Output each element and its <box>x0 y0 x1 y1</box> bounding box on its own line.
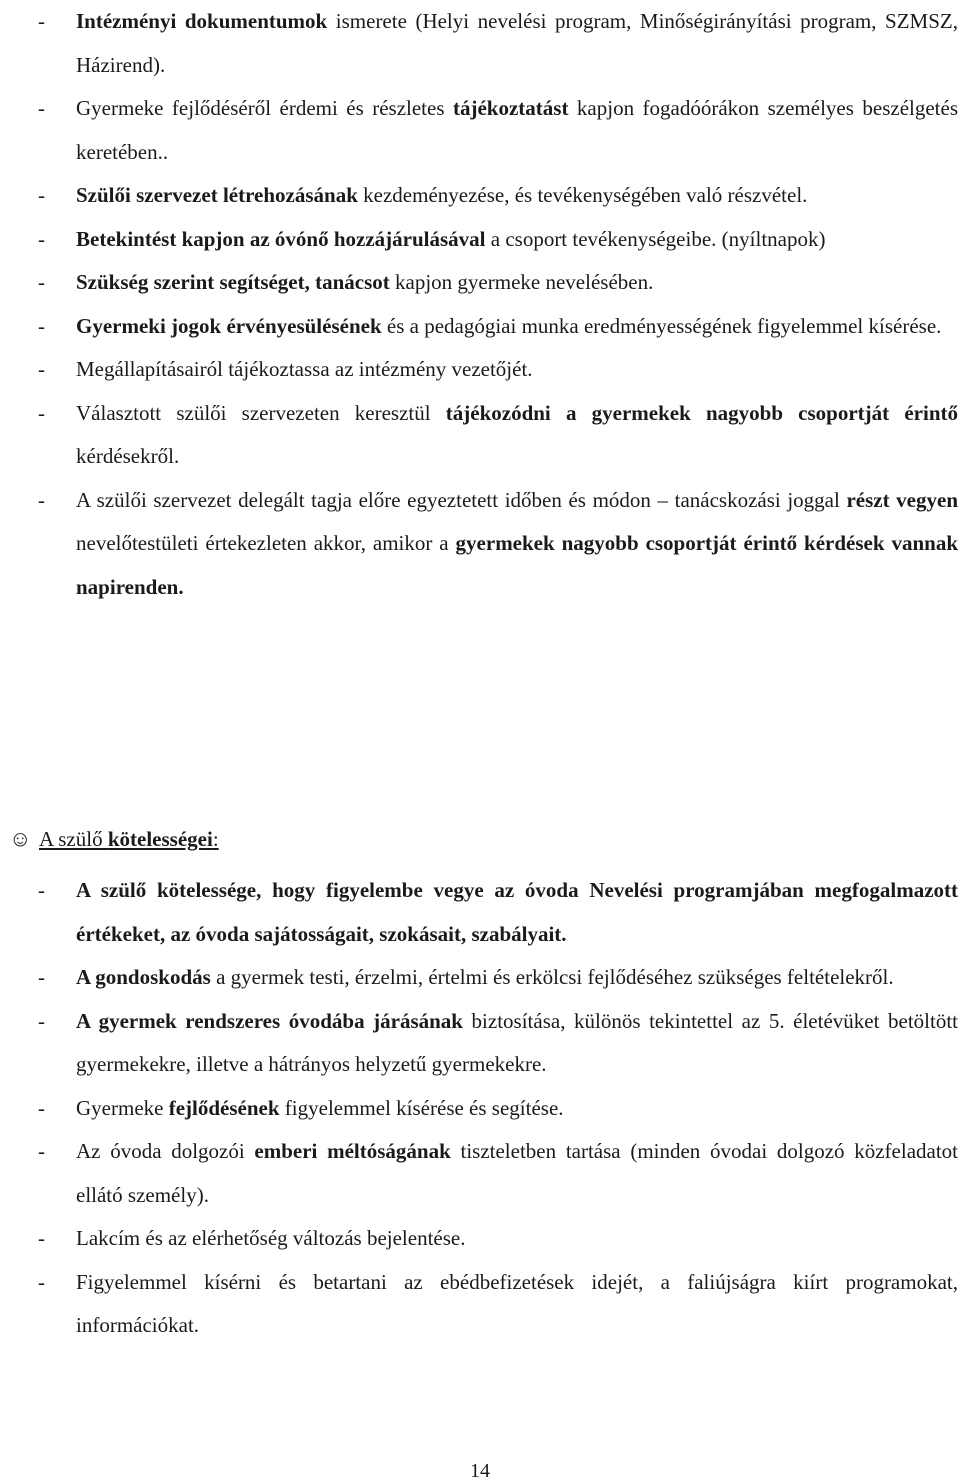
heading-part-2: kötelességei <box>107 827 213 851</box>
rights-list-item <box>0 348 958 392</box>
bold-text: emberi méltóságának <box>254 1139 451 1163</box>
parent-rights-list <box>0 0 958 609</box>
bullet-dash: - <box>38 96 45 120</box>
rights-list-item <box>0 479 958 610</box>
duties-list-item <box>0 1087 958 1131</box>
bullet-dash: - <box>38 183 45 207</box>
duties-list-item <box>0 869 958 956</box>
body-text: Gyermeke fejlődéséről érdemi és részletes <box>76 96 453 120</box>
body-text: tiszteletben tartása (minden óvodai dolgozó közfeladatot ellátó személy). <box>76 1139 959 1207</box>
duties-list-item <box>0 1130 958 1217</box>
body-text: a csoport tevékenységeibe. (nyíltnapok) <box>485 226 826 251</box>
body-text: Megállapításairól tájékoztassa az intézmény vezetőjét. <box>76 357 533 381</box>
bold-text: gyermekek nagyobb csoportját érintő kérdések vannak napirenden. <box>76 531 958 599</box>
bold-text: Szülői szervezet létrehozásának <box>76 183 358 207</box>
bold-text: A szülő kötelessége, hogy figyelembe vegye az óvoda Nevelési programjában megfogalmazott értékeket, az óvoda sajátosságait, szokásait, szabályait. <box>76 878 958 946</box>
duties-list-item <box>0 1000 958 1087</box>
bold-text: A gondoskodás <box>76 965 211 989</box>
rights-list-item <box>0 0 958 87</box>
bullet-dash: - <box>38 9 45 33</box>
body-text: Gyermeke <box>76 1095 169 1120</box>
section-heading <box>9 817 219 861</box>
smiley-icon: ☺ <box>9 826 32 851</box>
bullet-dash: - <box>38 487 45 512</box>
duties-list-item <box>0 1217 958 1261</box>
bold-text: Szükség szerint segítséget, tanácsot <box>76 270 390 294</box>
bullet-dash: - <box>38 1139 45 1163</box>
bullet-dash: - <box>38 270 45 294</box>
bullet-dash: - <box>38 357 45 381</box>
heading-part-1: A szülő <box>39 827 108 851</box>
bold-text: részt vegyen <box>846 487 958 512</box>
page-number: 14 <box>470 1460 490 1482</box>
bold-text: Intézményi dokumentumok <box>76 9 328 33</box>
body-text: kapjon gyermeke nevelésében. <box>389 270 654 294</box>
rights-list-item <box>0 261 958 305</box>
rights-list-item <box>0 174 958 218</box>
rights-list-item <box>0 218 958 262</box>
bullet-dash: - <box>38 878 45 902</box>
body-text: Választott szülői szervezeten keresztül <box>76 400 446 425</box>
heading-part-3: : <box>212 827 219 851</box>
rights-list-item <box>0 305 958 349</box>
rights-list-item <box>0 392 958 479</box>
body-text: kezdeményezése, és tevékenységében való részvétel. <box>357 183 808 207</box>
bold-text: tájékoztatást <box>452 96 569 120</box>
body-text: és a pedagógiai munka eredményességének figyelemmel kísérése. <box>381 313 942 338</box>
body-text: biztosítása, különös tekintettel az 5. életévüket betöltött gyermekekre, illetve a hátrányos helyzetű gyermekekre. <box>76 1008 958 1076</box>
duties-list-item <box>0 956 958 1000</box>
body-text: ismerete (Helyi nevelési program, Minőségirányítási program, SZMSZ, Házirend). <box>76 9 958 77</box>
body-text: A szülői szervezet delegált tagja előre egyeztetett időben és módon – tanácskozási joggal <box>76 487 847 512</box>
bold-text: fejlődésének <box>168 1095 280 1120</box>
bullet-dash: - <box>38 226 45 251</box>
body-text: a gyermek testi, érzelmi, értelmi és erkölcsi fejlődéséhez szükséges feltételekről. <box>210 965 894 989</box>
bold-text: A gyermek rendszeres óvodába járásának <box>76 1008 463 1033</box>
body-text: Lakcím és az elérhetőség változás bejelentése. <box>76 1226 466 1250</box>
body-text: nevelőtestületi értekezleten akkor, amikor a <box>76 531 456 555</box>
bold-text: Gyermeki jogok érvényesülésének <box>76 313 382 338</box>
body-text: kérdésekről. <box>76 444 180 468</box>
duties-list-item <box>0 1261 958 1348</box>
bold-text: Betekintést kapjon az óvónő hozzájárulásával <box>76 226 486 251</box>
bullet-dash: - <box>38 1095 45 1120</box>
bullet-dash: - <box>38 1226 45 1250</box>
parent-duties-list <box>0 869 958 1348</box>
body-text: Figyelemmel kísérni és betartani az ebédbefizetések idejét, a faliújságra kiírt programokat, információkat. <box>76 1269 958 1337</box>
bullet-dash: - <box>38 965 45 989</box>
body-text: kapjon fogadóórákon személyes beszélgetés keretében.. <box>76 96 958 164</box>
rights-list-item <box>0 87 958 174</box>
bullet-dash: - <box>38 1008 45 1033</box>
body-text: figyelemmel kísérése és segítése. <box>279 1095 564 1120</box>
bold-text: tájékozódni a gyermekek nagyobb csoportját érintő <box>445 400 958 425</box>
bullet-dash: - <box>38 400 45 425</box>
body-text: Az óvoda dolgozói <box>76 1139 255 1163</box>
bullet-dash: - <box>38 313 45 338</box>
bullet-dash: - <box>38 1269 45 1294</box>
